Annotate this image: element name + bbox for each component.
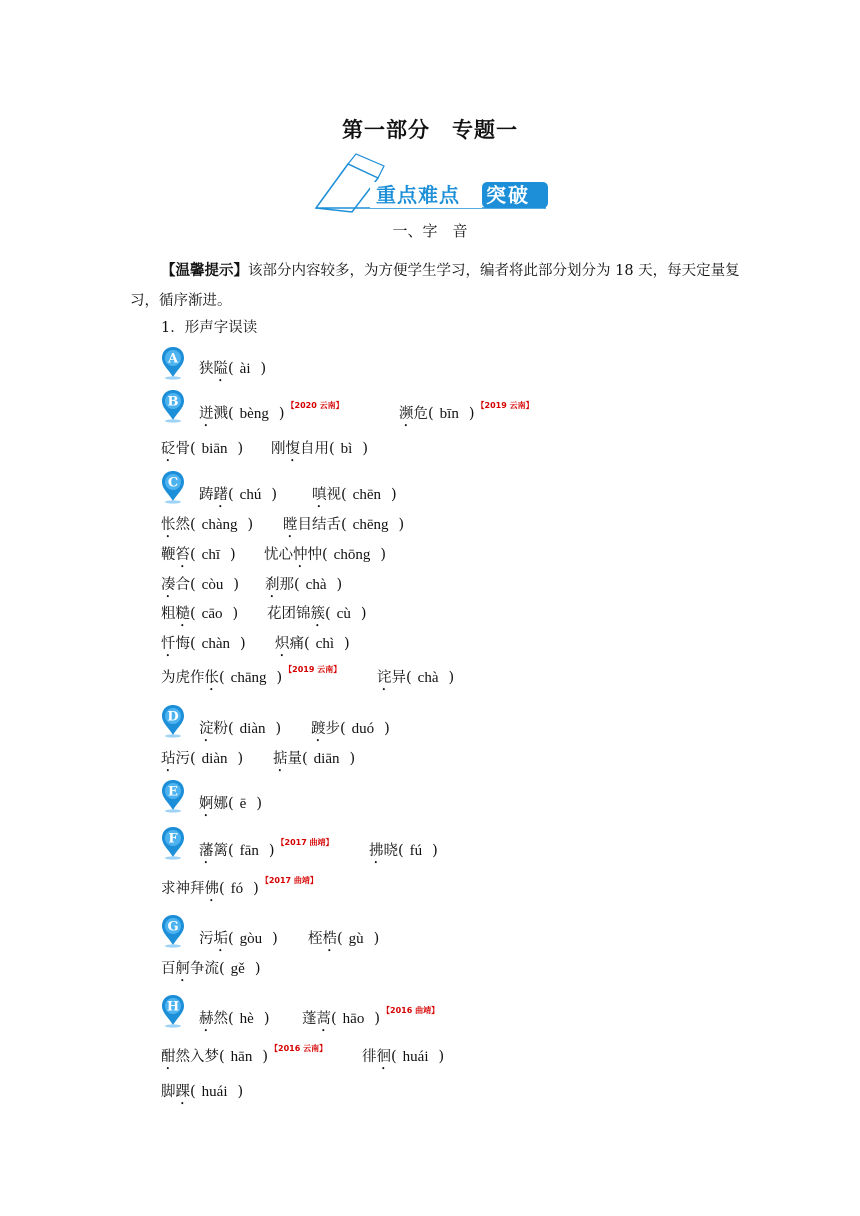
pinyin-text: hān (230, 1049, 253, 1065)
letter-marker-d-icon (161, 704, 185, 738)
emphasized-char: 砭 (161, 441, 176, 457)
tip-paragraph (130, 256, 745, 316)
word-text: 脚踝 (161, 1084, 190, 1100)
pinyin-text: hè (239, 1011, 254, 1027)
pinyin-text: bīn (439, 406, 459, 422)
emphasized-char: 掂 (273, 751, 288, 767)
word-text: 求神拜佛 (161, 881, 219, 897)
exam-source-tag: 【2016 曲靖】 (382, 1006, 440, 1015)
emphasized-char: 诧 (377, 670, 392, 686)
word-text: 鞭笞 (161, 547, 190, 563)
pinyin-text: cāo (201, 606, 223, 622)
banner-text-highlight: 突破 (486, 183, 530, 207)
word-text: 怅然 (161, 517, 190, 533)
pinyin-text: chà (305, 577, 327, 593)
word-row (199, 928, 380, 950)
word-text: 忧心忡忡 (264, 547, 322, 563)
word-entry: 濒危( bīn )$^{【2019 云南】}$ (399, 401, 534, 422)
emphasized-char: 梏 (322, 931, 337, 947)
pinyin-text: chāng (230, 670, 267, 686)
word-text: 嗔视 (312, 487, 341, 503)
word-text: 狭隘 (199, 361, 228, 377)
word-text: 踌躇 (199, 487, 228, 503)
word-entry: 炽痛( chì ) (275, 636, 350, 652)
exam-source-tag: 【2020 云南】 (286, 401, 344, 410)
pinyin-text: chōng (333, 547, 371, 563)
emphasized-char: 徊 (376, 1049, 391, 1065)
word-text: 炽痛 (275, 636, 304, 652)
word-entry: 踱步( duó ) (311, 721, 390, 737)
word-entry: 花团锦簇( cù ) (267, 606, 367, 622)
word-text: 迸溅 (199, 406, 228, 422)
pinyin-text: còu (201, 577, 224, 593)
word-entry: 藩篱( fān )$^{【2017 曲靖】}$ (199, 838, 334, 859)
word-text: 拂晓 (369, 843, 398, 859)
letter-marker-h-icon (161, 994, 185, 1028)
exam-source-tag: 【2017 曲靖】 (276, 838, 334, 847)
word-text: 粗糙 (161, 606, 190, 622)
letter-marker-f-icon (161, 826, 185, 860)
letter-marker-glyph: E (168, 784, 178, 800)
emphasized-char: 凑 (161, 577, 176, 593)
pinyin-text: ài (239, 361, 251, 377)
pinyin-text: huái (402, 1049, 429, 1065)
pinyin-text: chú (239, 487, 262, 503)
word-entry: 淀粉( diàn ) (199, 721, 282, 737)
word-text: 踱步 (311, 721, 340, 737)
emphasized-char: 藩 (199, 843, 214, 859)
word-entry: 刚愎自用( bì ) (271, 441, 369, 457)
word-entry: 鞭笞( chī ) (161, 547, 236, 563)
word-row (199, 838, 438, 862)
word-row (199, 718, 390, 740)
emphasized-char: 玷 (161, 751, 176, 767)
exam-source-tag: 【2016 云南】 (270, 1044, 328, 1053)
pinyin-text: gòu (239, 931, 263, 947)
pinyin-text: biān (201, 441, 228, 457)
pinyin-text: fān (239, 843, 259, 859)
emphasized-char: 忡 (293, 547, 308, 563)
emphasized-char: 怅 (161, 517, 176, 533)
word-entry: 狭隘( ài ) (199, 361, 267, 377)
word-row (161, 958, 275, 980)
emphasized-char: 瞠 (283, 517, 298, 533)
word-row (161, 574, 343, 596)
pinyin-text: gù (348, 931, 364, 947)
emphasized-char: 愎 (285, 441, 300, 457)
word-row (161, 1081, 257, 1103)
emphasized-char: 踝 (175, 1084, 190, 1100)
letter-marker-c-icon (161, 470, 185, 504)
word-row (161, 633, 350, 655)
pinyin-text: bèng (239, 406, 269, 422)
word-text: 徘徊 (362, 1049, 391, 1065)
word-text: 藩篱 (199, 843, 228, 859)
word-row (161, 748, 356, 770)
word-entry: 玷污( diàn ) (161, 751, 244, 767)
word-entry: 蓬蒿( hāo )$^{【2016 曲靖】}$ (302, 1006, 440, 1027)
word-text: 淀粉 (199, 721, 228, 737)
word-row (161, 514, 405, 536)
word-entry: 拂晓( fú ) (369, 843, 438, 859)
pinyin-text: chàng (201, 517, 238, 533)
word-entry: 诧异( chà ) (377, 670, 455, 686)
word-text: 瞠目结舌 (283, 517, 341, 533)
pinyin-text: chì (315, 636, 334, 652)
pinyin-text: chēng (352, 517, 389, 533)
word-text: 忏悔 (161, 636, 190, 652)
pinyin-text: chàn (201, 636, 230, 652)
word-row (199, 401, 534, 425)
word-entry: 凑合( còu ) (161, 577, 240, 593)
pinyin-text: hāo (342, 1011, 365, 1027)
emphasized-char: 舸 (175, 961, 190, 977)
banner-text-main: 重点难点 (376, 183, 460, 207)
word-entry: 百舸争流( gě ) (161, 961, 261, 977)
word-entry: 脚踝( huái ) (161, 1084, 244, 1100)
word-text: 刹那 (265, 577, 294, 593)
word-text: 花团锦簇 (267, 606, 325, 622)
word-text: 掂量 (273, 751, 302, 767)
word-row (199, 793, 276, 815)
letter-marker-g-icon (161, 914, 185, 948)
emphasized-char: 嗔 (312, 487, 327, 503)
word-row (161, 438, 369, 460)
word-entry: 砭骨( biān ) (161, 441, 244, 457)
pinyin-text: bì (340, 441, 353, 457)
exam-source-tag: 【2019 云南】 (284, 665, 342, 674)
word-entry: 为虎作伥( chāng )$^{【2019 云南】}$ (161, 665, 342, 686)
pinyin-text: huái (201, 1084, 228, 1100)
word-entry: 怅然( chàng ) (161, 517, 254, 533)
word-entry: 求神拜佛( fó )$^{【2017 曲靖】}$ (161, 876, 318, 897)
emphasized-char: 濒 (399, 406, 414, 422)
emphasized-char: 躇 (213, 487, 228, 503)
letter-marker-e-icon (161, 779, 185, 813)
emphasized-char: 炽 (275, 636, 290, 652)
tip-label: 【温馨提示】 (161, 262, 248, 279)
word-entry: 迸溅( bèng )$^{【2020 云南】}$ (199, 401, 344, 422)
page-title: 第一部分 专题一 (342, 118, 518, 142)
letter-marker-glyph: A (167, 351, 179, 367)
word-text: 婀娜 (199, 796, 228, 812)
pinyin-text: chà (417, 670, 439, 686)
emphasized-char: 笞 (175, 547, 190, 563)
word-entry: 酣然入梦( hān )$^{【2016 云南】}$ (161, 1044, 328, 1065)
letter-marker-a-icon (161, 346, 185, 380)
word-row (161, 665, 455, 689)
pinyin-text: diàn (201, 751, 228, 767)
pinyin-text: duó (351, 721, 375, 737)
exam-source-tag: 【2019 云南】 (476, 401, 534, 410)
emphasized-char: 簇 (310, 606, 325, 622)
emphasized-char: 婀 (199, 796, 214, 812)
letter-marker-glyph: F (168, 831, 178, 847)
word-text: 砭骨 (161, 441, 190, 457)
emphasized-char: 忏 (161, 636, 176, 652)
word-text: 蓬蒿 (302, 1011, 331, 1027)
section-heading: 一、字 音 (392, 222, 468, 240)
pinyin-text: fú (409, 843, 423, 859)
word-entry: 刹那( chà ) (265, 577, 343, 593)
word-entry: 忧心忡忡( chōng ) (264, 547, 387, 563)
word-entry: 掂量( diān ) (273, 751, 356, 767)
word-text: 凑合 (161, 577, 190, 593)
word-text: 玷污 (161, 751, 190, 767)
word-row (161, 544, 387, 566)
word-text: 刚愎自用 (271, 441, 329, 457)
letter-marker-glyph: B (167, 394, 179, 410)
word-text: 赫然 (199, 1011, 228, 1027)
word-text: 为虎作伥 (161, 670, 219, 686)
word-entry: 徘徊( huái ) (362, 1049, 445, 1065)
letter-marker-glyph: C (167, 475, 179, 491)
word-text: 酣然入梦 (161, 1049, 219, 1065)
pinyin-text: chēn (352, 487, 381, 503)
exam-source-tag: 【2017 曲靖】 (260, 876, 318, 885)
word-entry: 粗糙( cāo ) (161, 606, 239, 622)
emphasized-char: 赫 (199, 1011, 214, 1027)
pinyin-text: diān (313, 751, 340, 767)
word-row (199, 484, 397, 506)
word-text: 污垢 (199, 931, 228, 947)
emphasized-char: 佛 (204, 881, 219, 897)
emphasized-char: 糙 (175, 606, 190, 622)
word-entry: 桎梏( gù ) (308, 931, 380, 947)
word-text: 诧异 (377, 670, 406, 686)
letter-marker-b-icon (161, 389, 185, 423)
emphasized-char: 踱 (311, 721, 326, 737)
section-banner (312, 152, 552, 214)
word-entry: 嗔视( chēn ) (312, 487, 397, 503)
word-entry: 赫然( hè ) (199, 1011, 270, 1027)
pinyin-text: fó (230, 881, 244, 897)
word-text: 百舸争流 (161, 961, 219, 977)
word-entry: 污垢( gòu ) (199, 931, 278, 947)
emphasized-char: 蒿 (316, 1011, 331, 1027)
word-row (161, 603, 367, 625)
emphasized-char: 迸 (199, 406, 214, 422)
word-row (161, 878, 332, 900)
word-row (161, 1044, 445, 1068)
pinyin-text: cù (336, 606, 351, 622)
subheading: 1．形声字误读 (161, 320, 258, 336)
tip-text: 该部分内容较多，为方便学生学习，编者将此部分划分为 18 天，每天定量复习，循序渐进。 (130, 263, 740, 309)
pinyin-text: chī (201, 547, 220, 563)
word-text: 濒危 (399, 406, 428, 422)
emphasized-char: 伥 (204, 670, 219, 686)
emphasized-char: 刹 (265, 577, 280, 593)
letter-marker-glyph: D (167, 709, 179, 725)
emphasized-char: 垢 (213, 931, 228, 947)
word-row (199, 1006, 440, 1030)
word-entry: 踌躇( chú ) (199, 487, 278, 503)
emphasized-char: 酣 (161, 1049, 176, 1065)
pinyin-text: diàn (239, 721, 266, 737)
emphasized-char: 隘 (213, 361, 228, 377)
word-text: 桎梏 (308, 931, 337, 947)
pinyin-text: gě (230, 961, 245, 977)
letter-marker-glyph: H (166, 999, 180, 1015)
word-entry: 婀娜( ē ) (199, 796, 263, 812)
word-entry: 瞠目结舌( chēng ) (283, 517, 405, 533)
emphasized-char: 淀 (199, 721, 214, 737)
pinyin-text: ē (239, 796, 247, 812)
letter-marker-glyph: G (167, 919, 179, 935)
emphasized-char: 拂 (369, 843, 384, 859)
word-row (199, 358, 280, 380)
word-entry: 忏悔( chàn ) (161, 636, 246, 652)
